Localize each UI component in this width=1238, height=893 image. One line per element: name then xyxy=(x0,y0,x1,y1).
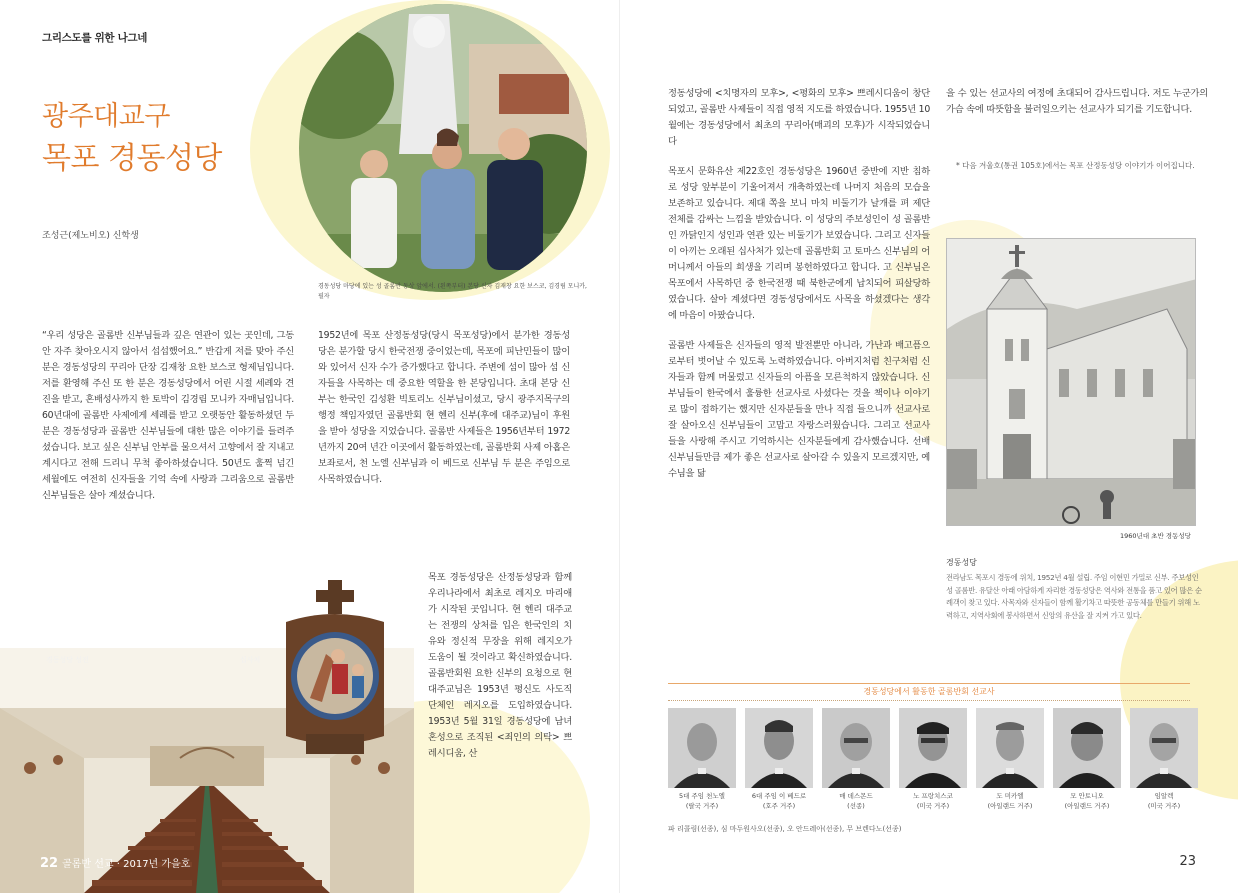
next-issue-note: * 다음 겨울호(통권 105호)에서는 목포 산정동성당 이야기가 이어집니다. xyxy=(956,161,1195,170)
article-column-3 xyxy=(668,86,930,492)
paragraph: 1952년에 목포 산정동성당(당시 목포성당)에서 분가한 경동성당은 분가할 당시 한국전쟁 중이었는데, 목포에 피난민들이 많이 와 있어서 신자 수가 증가했다고 합니다. 주변에 섬이 많아 섬 신자들을 사목하는 데 중요한 역할을 한 본당입니다. 초대 본당 신부는 한국인 김성환 빅토리노 신부님이셨고, 당시 광주지목구의 행정 책임자였던 골롬반회 현 헨리 신부(후에 대주교)님이 후원을 받아 성당을 지었습니다. 골롬반 사제들은 1956년부터 1972년까지 20여 년간 이곳에서 활동하였는데, 골롬반회 사제 아홉은 보좌로서, 천 노엘 신부님과 이 베드로 신부님 두 분은 주임으로 사목하였습니다. xyxy=(318,330,570,485)
missionary-name: 도 미카엘 (아일랜드 거주) xyxy=(987,792,1033,811)
article-column-1 xyxy=(42,328,294,514)
missionaries-gallery xyxy=(668,708,1198,812)
paragraph: 을 수 있는 선교사의 여정에 초대되어 감사드립니다. 저도 누군가의 가슴 속에 따뜻함을 불러일으키는 선교사가 되기를 기도합니다. xyxy=(946,88,1208,115)
author-byline: 조성근(제노비오) 신학생 xyxy=(42,231,139,241)
article-column-4 xyxy=(946,86,1208,128)
article-title-diocese: 광주대교구 xyxy=(42,101,170,132)
group-photo xyxy=(299,4,587,292)
paragraph: 골롬반 사제들은 신자들의 영적 발전뿐만 아니라, 가난과 배고픔으로부터 벗어날 수 있도록 노력하였습니다. 아버지처럼 친구처럼 신자들과 함께 머물렀고 신자들의 아픔을 모른척하지 않았습니다. 신부님들이 한국에서 훌륭한 선교사로 사셨다는 것을 책이나 이야기로 많이 접하기는 했지만 신자분들을 만나 직접 들으니까 선교사로 잘 살아오신 신부님들이 고맙고 자랑스러웠습니다. 그리고 선교사들을 사랑해 주시고 기억하시는 신자분들에게 감사했습니다. 선배 신부님들만큼 제가 좋은 선교사로 살아갈 수 있을지 모르겠지만, 예수님을 닮 xyxy=(668,339,930,479)
paragraph: 목포 경동성당은 산정동성당과 함께 우리나라에서 최초로 레지오 마리애가 시작된 곳입니다. 현 헨리 대주교는 전쟁의 상처를 입은 한국인의 치유와 정신적 무장을 위해 레지오가 도움이 될 것이라고 확신하였습니다. 골롬반회원 요한 신부의 요청으로 현 대주교님은 1953년 평신도 사도직 단체인 레지오를 도입하였습니다. 1953년 5월 31일 경동성당에 남녀 혼성으로 조직된 <죄인의 의탁> 쁘레시디움, 산 xyxy=(428,572,572,759)
missionary-card xyxy=(1130,708,1198,812)
page-number: 23 xyxy=(1179,854,1196,869)
church-info-title: 경동성당 xyxy=(946,558,977,567)
paragraph: “우리 성당은 골롬반 신부님들과 깊은 연관이 있는 곳인데, 그동안 자주 찾아오시지 않아서 섭섭했어요.” 반갑게 저를 맞아 주신 분은 경동성당의 꾸리아 단장 김재창 요한 보스코 형제님입니다. 저를 환영해 주신 또 한 분은 경동성당에서 어린 시절 세례와 견진을 받고, 혼배성사까지 한 토박이 김경림 모니카 자매님입니다. 60년대에 골롬반 사제에게 세례를 받고 오랫동안 활동하셨던 두 분은 경동성당과 골롬반 신부님들에 대한 많은 이야기를 들려주셨습니다. 보고 싶은 신부님 안부를 물으셔서 고향에서 잘 지내고 계시다고 전해 드리니 무척 좋아하셨습니다. 50년도 훌쩍 넘긴 세월에도 여전히 신자들을 기억 속에 사랑과 그리움으로 골롬반 신부님들은 살아 계셨습니다. xyxy=(42,330,294,501)
missionary-name: 6대 주임 이 베드로 (호주 거주) xyxy=(751,792,807,811)
missionary-portrait xyxy=(668,708,736,788)
section-divider-bottom xyxy=(668,700,1190,701)
missionary-portrait xyxy=(1130,708,1198,788)
article-column-2 xyxy=(318,328,570,498)
historic-church-illustration xyxy=(947,239,1196,526)
historic-church-photo xyxy=(946,238,1196,526)
group-photo-caption: 경동성당 마당에 있는 성 골롬반 동상 앞에서. (왼쪽부터) 본당 신자 김재창 요한 보스코, 김경림 모니카, 필자 xyxy=(318,283,587,300)
section-divider-top xyxy=(668,683,1190,684)
missionary-name: 노 프랑치스코 (미국 거주) xyxy=(913,792,953,811)
historic-church-caption: 1960년대 초반 경동성당 xyxy=(1120,532,1191,540)
church-info-text: 전라남도 목포시 경동에 위치, 1952년 4월 설립. 주임 이현민 가밀로 신부. 주보성인 성 골롬반. 유달산 아래 아담하게 자리한 경동성당은 역사와 전통을 품고 있어 많은 순례객이 찾고 있다. 사목자와 신자들이 함께 활기차고 따뜻한 공동체를 만들기 위해 노력하고, 지역사회에 봉사하면서 신앙의 유산을 잘 지켜 가고 있다. xyxy=(946,573,1202,620)
missionary-name: 모 안토니오 (아일랜드 거주) xyxy=(1064,792,1110,811)
portrait-illustration xyxy=(668,708,736,788)
portrait-illustration xyxy=(745,708,813,788)
missionary-portrait xyxy=(899,708,967,788)
magazine-title: 골롬반 선교 · 2017년 가을호 xyxy=(62,859,191,870)
stations-carving-illustration xyxy=(276,576,394,766)
missionary-card xyxy=(1053,708,1121,812)
missionary-portrait xyxy=(745,708,813,788)
missionary-card xyxy=(899,708,967,812)
portrait-illustration xyxy=(976,708,1044,788)
group-photo-illustration xyxy=(299,4,587,292)
article-title-church: 목포 경동성당 xyxy=(42,141,222,176)
missionary-portrait xyxy=(1053,708,1121,788)
page-number: 22 xyxy=(40,856,59,871)
nave-photo-label: 경동성당 성전 xyxy=(46,656,89,664)
missionary-card xyxy=(976,708,1044,812)
missionary-card xyxy=(745,708,813,812)
article-column-2-continued xyxy=(428,570,572,772)
missionary-name: 5대 주임 천노엘 (랄국 거주) xyxy=(679,792,725,811)
stations-photo-label: 십사처 xyxy=(240,656,261,664)
missionary-name: 임알렉 (미국 거주) xyxy=(1147,792,1181,811)
portrait-illustration xyxy=(822,708,890,788)
series-title: 그리스도를 위한 나그네 xyxy=(42,32,148,44)
page-footer-left xyxy=(40,855,190,871)
other-missionaries-list: 파 리콜림(선종), 심 마두원사오(선종), 오 안드레아(선종), 무 브렌다노(선종) xyxy=(668,825,902,833)
missionary-card xyxy=(822,708,890,812)
portrait-illustration xyxy=(1053,708,1121,788)
missionary-name: 매 데스몬드 (선종) xyxy=(839,792,873,811)
missionaries-section-title: 경동성당에서 활동한 골롬반회 선교사 xyxy=(863,687,995,696)
right-page xyxy=(619,0,1238,893)
portrait-illustration xyxy=(899,708,967,788)
portrait-illustration xyxy=(1130,708,1198,788)
paragraph: 정동성당에 <치명자의 모후>, <평화의 모후> 쁘레시디움이 창단되었고, 골롬반 사제들이 직접 영적 지도를 하였습니다. 1955년 10월에는 경동성당에서 최초의 꾸리아(매괴의 모후)가 시작되었습니다 xyxy=(668,88,930,147)
missionary-card xyxy=(668,708,736,812)
stations-of-cross-image xyxy=(276,576,394,766)
missionary-portrait xyxy=(976,708,1044,788)
paragraph: 목포시 문화유산 제22호인 경동성당은 1960년 중반에 지반 침하로 성당 앞부분이 기울어져서 개축하였는데 나머지 처음의 모습을 보존하고 있습니다. 제대 쪽을 보니 마치 비둘기가 날개를 펴 제단 전체를 감싸는 느낌을 받았습니다. 이 성당의 주보성인이 성 골롬반인 까닭인지 성인과 연관 있는 비둘기가 보였습니다. 그리고 신자들이 아끼는 오래된 십사처가 있는데 골롬반회 고 토마스 신부님의 어머니께서 아들의 희생을 기리며 봉헌하였다고 합니다. 고 신부님은 목포에서 사목하던 중 한국전쟁 때 북한군에게 납치되어 피살당하였습니다. 살아 계셨다면 경동성당에서도 사목을 하셨겠다는 생각에 마음이 아팠습니다. xyxy=(668,165,930,321)
missionary-portrait xyxy=(822,708,890,788)
